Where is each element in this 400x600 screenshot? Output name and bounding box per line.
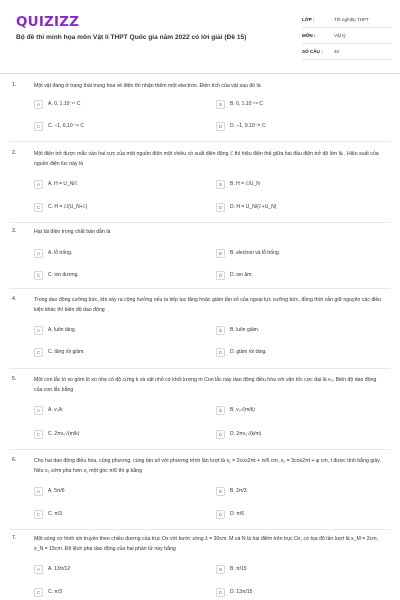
option-letter: A xyxy=(34,326,43,335)
option-b[interactable] xyxy=(216,563,247,575)
option-text: A. v₀/k xyxy=(48,407,63,413)
option-a[interactable] xyxy=(34,563,70,575)
option-letter: D xyxy=(216,203,225,212)
option-text: D. ion âm. xyxy=(230,272,253,278)
option-b[interactable] xyxy=(216,98,263,110)
option-text: C. H = ℰ/(U_N+ℰ) xyxy=(48,204,88,210)
question-7 xyxy=(10,535,390,599)
option-text: C. −1, 6.10⁻¹⁹ C xyxy=(48,123,85,129)
option-d[interactable] xyxy=(216,201,276,213)
option-text: C. π/3 xyxy=(48,589,63,595)
option-letter: B xyxy=(216,487,225,496)
question-5 xyxy=(10,376,390,446)
question-4 xyxy=(10,296,390,364)
option-text: C. ion dương. xyxy=(48,272,79,278)
option-letter: A xyxy=(34,249,43,258)
option-letter: B xyxy=(216,565,225,574)
question-divider xyxy=(10,222,390,223)
option-letter: D xyxy=(216,271,225,280)
question-divider xyxy=(10,141,390,142)
option-text: B. π/15 xyxy=(230,566,247,572)
meta-row-count xyxy=(302,44,392,60)
option-d[interactable] xyxy=(216,508,244,520)
meta-key: MÔN : xyxy=(302,33,316,38)
option-text: D. −1, 9.10⁻³¹ C xyxy=(230,123,266,129)
question-number: 5. xyxy=(12,376,17,382)
option-text: A. 13π/12 xyxy=(48,566,71,572)
option-c[interactable] xyxy=(34,269,79,281)
option-letter: D xyxy=(216,122,225,131)
option-c[interactable] xyxy=(34,120,84,132)
question-text: Hạt tải điện trong chất bán dẫn là xyxy=(34,229,111,235)
option-text: A. lỗ trống. xyxy=(48,250,73,256)
question-6 xyxy=(10,457,390,527)
option-c[interactable] xyxy=(34,346,85,358)
option-letter: D xyxy=(216,348,225,357)
document-meta xyxy=(302,12,392,60)
option-text: D. π/6 xyxy=(230,511,245,517)
option-b[interactable] xyxy=(216,178,260,190)
option-letter: A xyxy=(34,100,43,109)
option-letter: C xyxy=(34,271,43,280)
option-text: D. H = U_N/(ℰ+U_N) xyxy=(230,204,277,210)
meta-row-class xyxy=(302,12,392,28)
option-text: B. luôn giảm. xyxy=(230,327,260,333)
option-letter: A xyxy=(34,565,43,574)
question-number: 1. xyxy=(12,82,17,88)
option-b[interactable] xyxy=(216,404,255,416)
option-text: A. luôn tăng. xyxy=(48,327,77,333)
meta-value: Tốt nghiệp THPT xyxy=(334,17,369,22)
option-letter: C xyxy=(34,510,43,519)
option-letter: A xyxy=(34,487,43,496)
option-letter: B xyxy=(216,180,225,189)
option-letter: C xyxy=(34,122,43,131)
option-letter: C xyxy=(34,430,43,439)
question-text: Một sóng cơ hình sin truyền theo chiều dương của trục Ox với bước sóng λ = 30cm. M và N là hai điểm trên trục Ox, có tọa độ lần lượt là x_M = 2cm, x_N = 15cm. Độ lệch pha dao động của hai phần tử này bằng xyxy=(34,536,379,552)
question-number: 4. xyxy=(12,296,17,302)
option-a[interactable] xyxy=(34,404,63,416)
option-text: B. 2π/3 xyxy=(230,488,247,494)
option-text: D. 2πv₀√(k/m) xyxy=(230,431,262,437)
document-header xyxy=(0,0,400,74)
question-text: Cho hai dao động điều hòa, cùng phương, cùng tần số với phương trình lần lượt là x₁ = 2cos2πt + π/6 cm, x₂ = 3cos2πt + φ cm, t được tính bằng giây. Nếu x₂ sớm pha hơn x₁ một góc π/6 thì φ bằng xyxy=(34,458,381,474)
option-d[interactable] xyxy=(216,346,267,358)
option-letter: D xyxy=(216,430,225,439)
option-text: D. 13π/15 xyxy=(230,589,253,595)
option-a[interactable] xyxy=(34,178,78,190)
option-text: A. H = U_N/ℰ xyxy=(48,181,78,187)
option-letter: A xyxy=(34,180,43,189)
option-b[interactable] xyxy=(216,324,259,336)
option-c[interactable] xyxy=(34,586,62,598)
question-divider xyxy=(10,529,390,530)
question-divider xyxy=(10,449,390,450)
question-number: 2. xyxy=(12,150,17,156)
quizizz-logo: QUIZIZZ xyxy=(16,14,80,30)
question-number: 7. xyxy=(12,535,17,541)
question-divider xyxy=(10,368,390,369)
option-a[interactable] xyxy=(34,485,65,497)
option-text: C. 2πv₀√(m/k) xyxy=(48,431,80,437)
option-text: A. 5π/6 xyxy=(48,488,65,494)
question-divider xyxy=(10,288,390,289)
option-b[interactable] xyxy=(216,247,280,259)
option-text: D. giảm rồi tăng. xyxy=(230,349,267,355)
option-d[interactable] xyxy=(216,428,261,440)
option-text: C. π/3 xyxy=(48,511,63,517)
option-letter: D xyxy=(216,588,225,597)
option-letter: C xyxy=(34,588,43,597)
question-text: Trong dao động cưỡng bức, khi xảy ra cộng hưởng nếu ta tiếp tục tăng hoặc giảm tần số của ngoại lực cưỡng bức, đồng thời vẫn giữ nguyên các điều kiện khác thì biên độ dao động xyxy=(34,297,382,313)
question-text: Một vật đang ở trạng thái trung hòa về điện thì nhận thêm một electron. Điện tích của vật sau đó là xyxy=(34,83,261,89)
option-d[interactable] xyxy=(216,269,253,281)
option-letter: B xyxy=(216,326,225,335)
option-a[interactable] xyxy=(34,324,76,336)
option-text: A. 0, 1.10⁻²⁷ C xyxy=(48,101,81,107)
meta-value: Vật lý xyxy=(334,33,346,38)
option-a[interactable] xyxy=(34,247,72,259)
option-letter: B xyxy=(216,249,225,258)
meta-value: 40 xyxy=(334,49,340,54)
meta-key: SỐ CÂU : xyxy=(302,49,323,54)
option-letter: C xyxy=(34,348,43,357)
option-letter: C xyxy=(34,203,43,212)
option-c[interactable] xyxy=(34,201,87,213)
question-number: 3. xyxy=(12,228,17,234)
option-text: B. H = ℰ/U_N xyxy=(230,181,260,187)
option-d[interactable] xyxy=(216,586,252,598)
meta-row-subject xyxy=(302,28,392,44)
option-letter: B xyxy=(216,406,225,415)
question-2 xyxy=(10,150,390,220)
option-c[interactable] xyxy=(34,428,79,440)
option-text: B. 0, 1.10⁻¹⁸ C xyxy=(230,101,263,107)
question-text: Một điện trở được mắc vào hai cực của một nguồn điện một chiều có suất điện động ℰ thì hiệu điện thế giữa hai đầu điện trở độ lớn là . Hiệu suất của nguồn điện lúc này là xyxy=(34,151,379,167)
option-letter: D xyxy=(216,510,225,519)
question-text: Một con lắc lò xo gồm lò xo nhẹ có độ cứng k và vật nhỏ có khối lượng m Con lắc này dao động điều hòa với vận tốc cực đại là v₀. Biên độ dao động của con lắc bằng xyxy=(34,377,377,393)
question-1 xyxy=(10,82,390,137)
option-letter: A xyxy=(34,406,43,415)
question-number: 6. xyxy=(12,457,17,463)
option-d[interactable] xyxy=(216,120,266,132)
option-a[interactable] xyxy=(34,98,81,110)
option-text: C. tăng rồi giảm. xyxy=(48,349,85,355)
option-c[interactable] xyxy=(34,508,62,520)
option-text: B. v₀√(m/k) xyxy=(230,407,255,413)
question-3 xyxy=(10,228,390,284)
option-letter: B xyxy=(216,100,225,109)
meta-key: LỚP : xyxy=(302,17,315,22)
document-title: Bộ đề thi minh họa môn Vật lí THPT Quốc gia năm 2022 có lời giải (Đề 15) xyxy=(16,34,247,41)
option-text: B. electron và lỗ trống. xyxy=(230,250,281,256)
option-b[interactable] xyxy=(216,485,247,497)
